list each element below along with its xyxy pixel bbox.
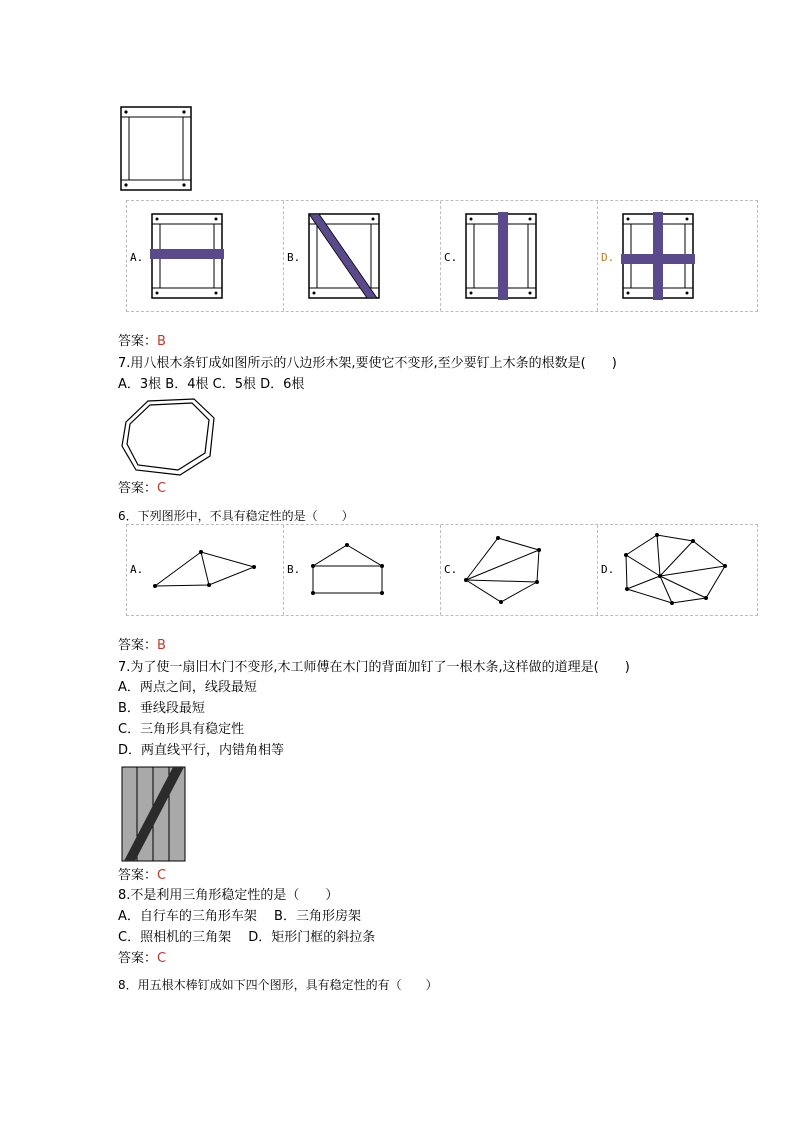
option-label: B. [287, 563, 301, 576]
answer-prefix: 答案： [118, 638, 158, 653]
answer-line [118, 334, 166, 350]
answer-value: C [157, 951, 167, 966]
option-label: B. [287, 251, 301, 264]
frame-b-figure [307, 212, 381, 300]
answer-prefix: 答案： [118, 334, 158, 349]
shape-c-figure [462, 534, 544, 606]
options-line: A．3根 B．4根 C．5根 D．6根 [118, 377, 305, 392]
answer-value: C [157, 481, 167, 496]
question-text: 7.为了使一扇旧木门不变形,木工师傅在木门的背面加钉了一根木条,这样做的道理是( ) [118, 660, 630, 675]
answer-prefix: 答案： [118, 481, 158, 496]
frame-d-figure [621, 212, 695, 300]
option-b-text: B．垂线段最短 [118, 701, 205, 716]
option-label: C. [444, 251, 458, 264]
frame-a-figure [150, 212, 224, 300]
answer-line [118, 868, 166, 884]
question-text: 8．用五根木棒钉成如下四个图形，具有稳定性的有（ ） [118, 978, 438, 992]
question-text: 7.用八根木条钉成如图所示的八边形木架,要使它不变形,至少要钉上木条的根数是( ) [118, 356, 617, 371]
answer-line [118, 638, 166, 654]
options-line-1: A．自行车的三角形车架 B．三角形房架 [118, 909, 361, 924]
question-text: 8.不是利用三角形稳定性的是（ ） [118, 888, 339, 903]
answer-prefix: 答案： [118, 868, 158, 883]
option-label: D. [601, 251, 615, 264]
option-label: C. [444, 563, 458, 576]
octagon-figure [118, 398, 218, 478]
shape-b-figure [307, 541, 387, 597]
shape-a-figure [150, 546, 260, 590]
frame-c-figure [464, 212, 538, 300]
answer-value: B [157, 334, 166, 349]
option-label: A. [130, 251, 144, 264]
question-text: 6．下列图形中，不具有稳定性的是（ ） [118, 509, 354, 523]
option-c-text: C．三角形具有稳定性 [118, 722, 245, 737]
frame-figure [118, 104, 194, 192]
shape-d-figure [622, 530, 730, 606]
options-line-2: C．照相机的三角架 D．矩形门框的斜拉条 [118, 930, 376, 945]
answer-value: C [157, 868, 167, 883]
answer-prefix: 答案： [118, 951, 158, 966]
door-figure [121, 766, 187, 862]
answer-value: B [157, 638, 166, 653]
answer-line [118, 951, 166, 967]
option-a-text: A．两点之间，线段最短 [118, 680, 257, 695]
answer-line [118, 481, 166, 497]
option-d-text: D．两直线平行，内错角相等 [118, 743, 285, 758]
option-label: A. [130, 563, 144, 576]
option-label: D. [601, 563, 615, 576]
